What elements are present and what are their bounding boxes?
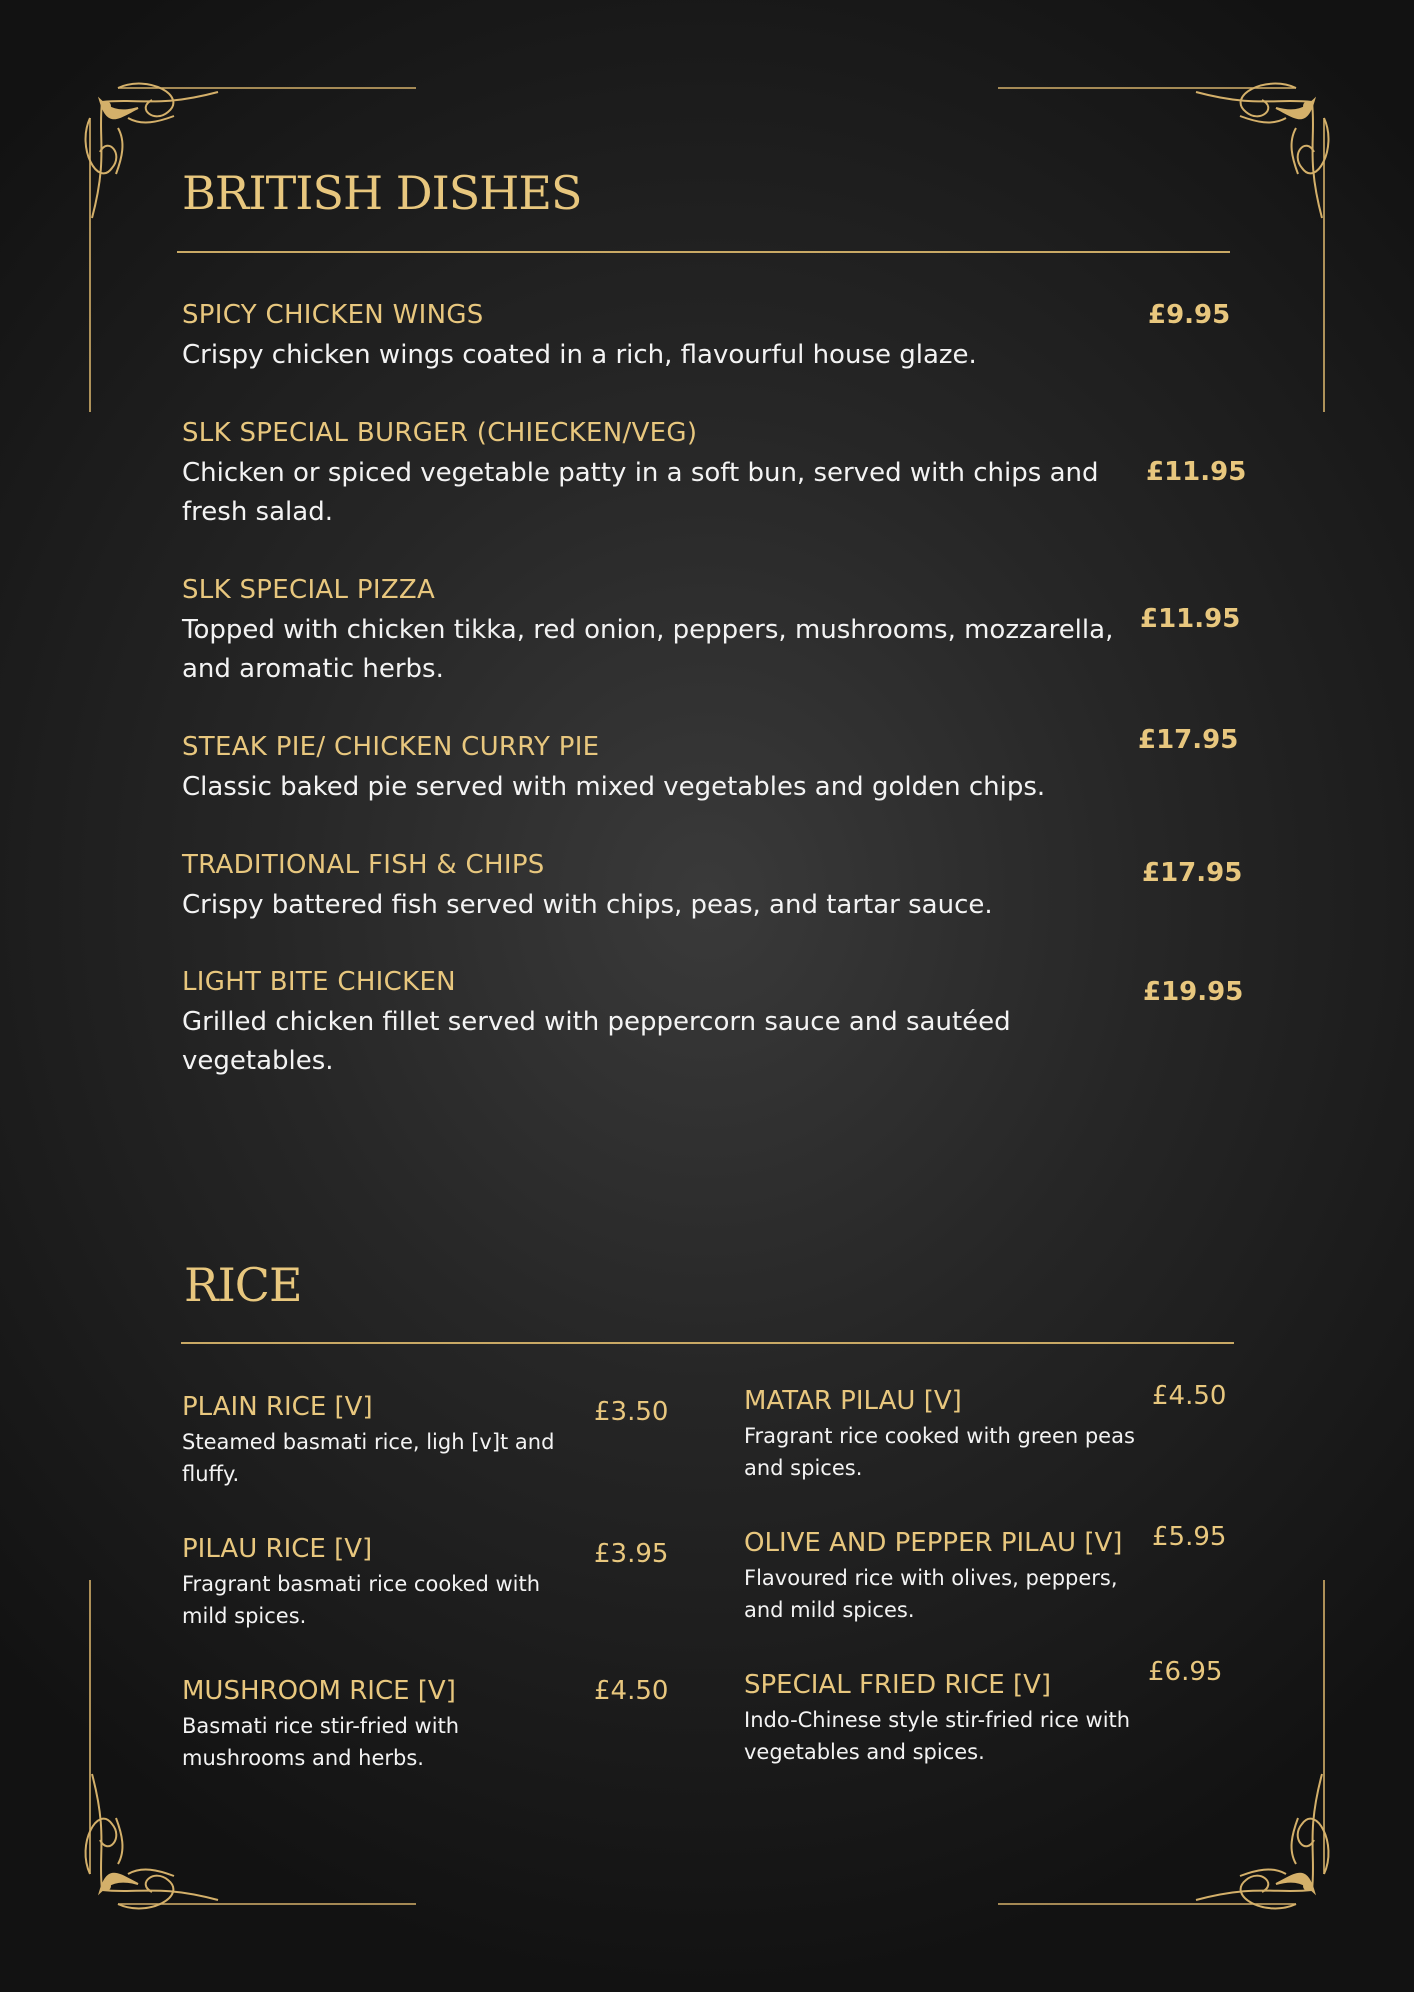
item-price: £11.95 (1146, 457, 1247, 487)
item-description: Classic baked pie served with mixed vegetables and golden chips. (182, 772, 1046, 802)
item-name: MATAR PILAU [V] (744, 1386, 962, 1416)
item-price: £17.95 (1138, 725, 1239, 755)
menu-item (182, 732, 1122, 807)
item-description: Steamed basmati rice, ligh [v]t and fluffy. (182, 1430, 555, 1486)
item-name: SLK SPECIAL PIZZA (182, 575, 436, 605)
item-price: £3.95 (594, 1539, 669, 1569)
item-name: SLK SPECIAL BURGER (CHIECKEN/VEG) (182, 418, 698, 448)
menu-item (182, 850, 1122, 925)
british-section-title: BRITISH DISHES (182, 166, 582, 220)
item-price: £5.95 (1152, 1522, 1227, 1552)
item-name: LIGHT BITE CHICKEN (182, 967, 456, 997)
item-description: Topped with chicken tikka, red onion, peppers, mushrooms, mozzarella, and aromatic herbs. (182, 615, 1114, 684)
menu-item (182, 967, 1062, 1081)
item-name: TRADITIONAL FISH & CHIPS (182, 850, 545, 880)
item-description: Fragrant basmati rice cooked with mild spices. (182, 1572, 541, 1628)
item-price: £11.95 (1140, 604, 1241, 634)
item-name: OLIVE AND PEPPER PILAU [V] (744, 1528, 1123, 1558)
item-description: Grilled chicken fillet served with peppercorn sauce and sautéed vegetables. (182, 1007, 1011, 1076)
item-name: MUSHROOM RICE [V] (182, 1676, 456, 1706)
rice-item (744, 1528, 1144, 1626)
item-description: Basmati rice stir-fried with mushrooms and herbs. (182, 1714, 460, 1770)
item-name: PILAU RICE [V] (182, 1534, 373, 1564)
item-price: £19.95 (1143, 977, 1244, 1007)
item-name: PLAIN RICE [V] (182, 1392, 373, 1422)
item-description: Indo-Chinese style stir-fried rice with vegetables and spices. (744, 1708, 1131, 1764)
item-price: £3.50 (594, 1397, 669, 1427)
item-name: SPECIAL FRIED RICE [V] (744, 1670, 1052, 1700)
rice-item (744, 1386, 1144, 1484)
menu-item (182, 575, 1122, 689)
british-divider (177, 251, 1230, 253)
item-description: Crispy chicken wings coated in a rich, flavourful house glaze. (182, 340, 977, 370)
item-description: Flavoured rice with olives, peppers, and mild spices. (744, 1566, 1118, 1622)
menu-item (182, 418, 1122, 532)
rice-section-title: RICE (184, 1258, 302, 1312)
item-price: £6.95 (1148, 1657, 1223, 1687)
item-description: Chicken or spiced vegetable patty in a soft bun, served with chips and fresh salad. (182, 458, 1099, 527)
rice-divider (181, 1342, 1234, 1344)
item-price: £17.95 (1142, 858, 1243, 888)
item-name: SPICY CHICKEN WINGS (182, 300, 484, 330)
item-price: £9.95 (1148, 300, 1231, 330)
rice-item (182, 1676, 582, 1774)
item-name: STEAK PIE/ CHICKEN CURRY PIE (182, 732, 600, 762)
item-description: Crispy battered fish served with chips, peas, and tartar sauce. (182, 890, 993, 920)
rice-item (182, 1534, 582, 1632)
rice-item (744, 1670, 1144, 1768)
item-price: £4.50 (1152, 1381, 1227, 1411)
menu-item (182, 300, 1122, 375)
item-price: £4.50 (594, 1676, 669, 1706)
item-description: Fragrant rice cooked with green peas and spices. (744, 1424, 1135, 1480)
rice-item (182, 1392, 582, 1490)
